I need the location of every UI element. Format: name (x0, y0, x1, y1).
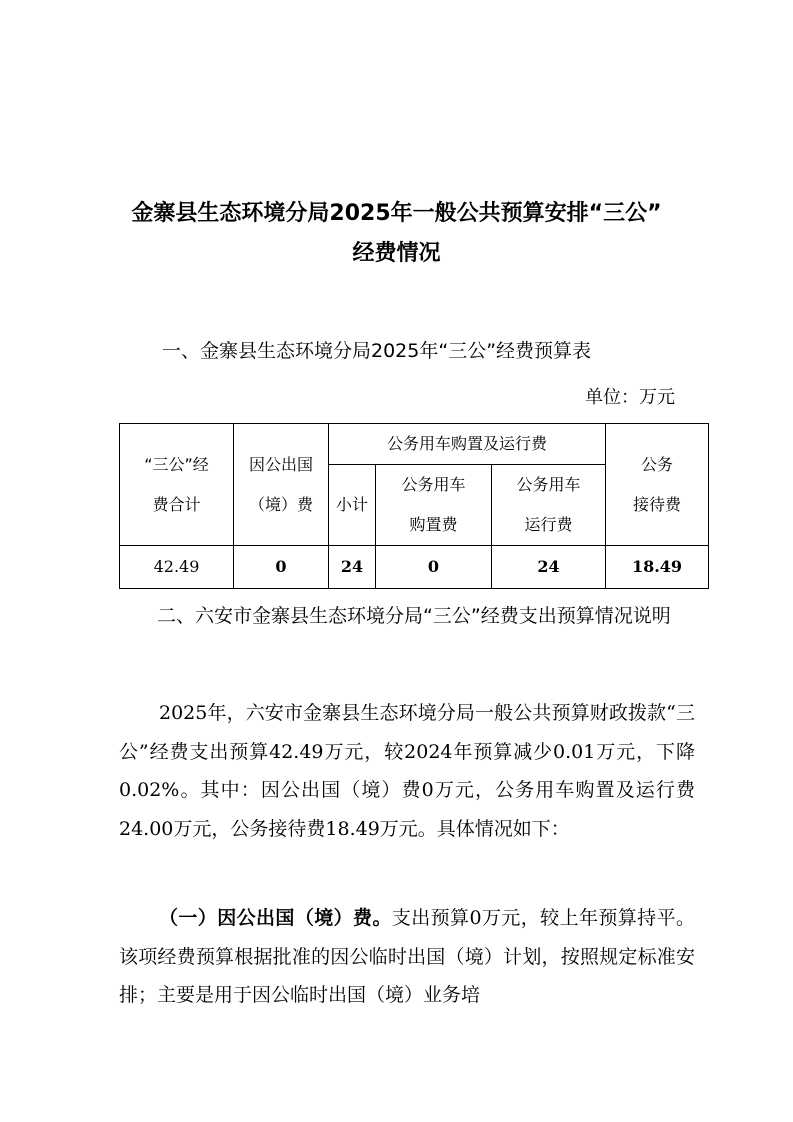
header-subtotal: 小计 (329, 465, 376, 546)
header-vehicle: 公务用车购置及运行费 (329, 424, 606, 465)
title-line-1: 金寨县生态环境分局2025年一般公共预算安排“三公” (131, 201, 662, 226)
unit-label: 单位：万元 (585, 387, 675, 408)
paragraph-2 (119, 899, 695, 1015)
header-vehicle-purchase: 公务用车 购置费 (376, 465, 492, 546)
budget-table (119, 423, 709, 589)
value-abroad: 0 (234, 546, 329, 589)
value-reception: 18.49 (606, 546, 709, 589)
paragraph-1: 2025年，六安市金寨县生态环境分局一般公共预算财政拨款“三公”经费支出预算42.49万元，较2024年预算减少0.01万元，下降0.02%。其中：因公出国（境）费0万元，公务用车购置及运行费24.00万元，公务接待费18.49万元。具体情况如下： (119, 702, 695, 840)
header-abroad: 因公出国 （境）费 (234, 424, 329, 546)
title-line-2: 经费情况 (352, 241, 441, 266)
paragraph-2-body: 支出预算0万元，较上年预算持平。该项经费预算根据批准的因公临时出国（境）计划，按照规定标准安排；主要是用于因公临时出国（境）业务培 (119, 907, 695, 1006)
table-row (120, 546, 709, 589)
document-title (100, 194, 693, 274)
header-vehicle-operation: 公务用车 运行费 (492, 465, 606, 546)
section-1-heading: 一、金寨县生态环境分局2025年“三公”经费预算表 (162, 340, 592, 362)
value-total: 42.49 (120, 546, 234, 589)
section-2-heading: 二、六安市金寨县生态环境分局“三公”经费支出预算情况说明 (157, 605, 671, 627)
value-vehicle-purchase: 0 (376, 546, 492, 589)
value-vehicle-operation: 24 (492, 546, 606, 589)
header-total: “三公”经 费合计 (120, 424, 234, 546)
value-subtotal: 24 (329, 546, 376, 589)
paragraph-2-lead: （一）因公出国（境）费。 (159, 907, 392, 929)
header-reception: 公务 接待费 (606, 424, 709, 546)
